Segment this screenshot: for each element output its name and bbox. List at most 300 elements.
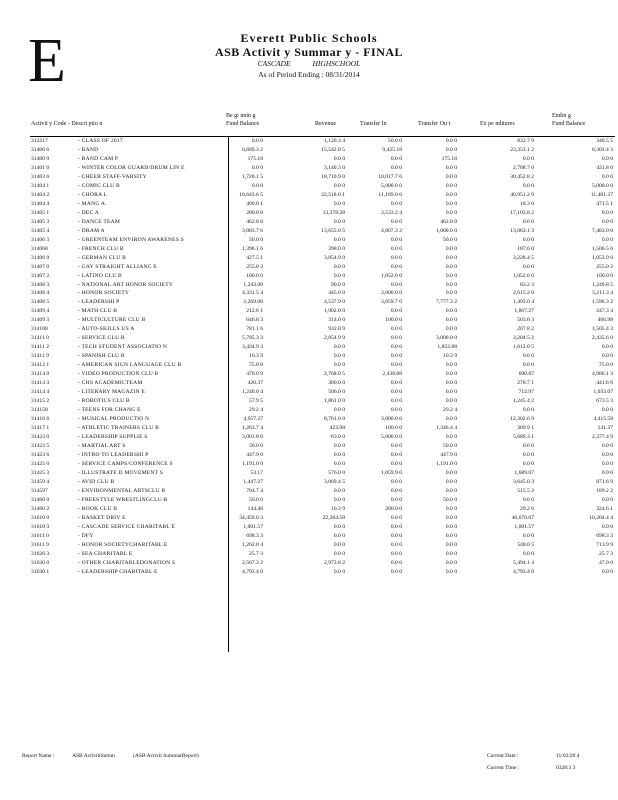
expenditures: 207.8 2 [517, 326, 534, 333]
beginning-balance: 4,793.4 0 [242, 568, 263, 575]
activity-code: 31460 2 [31, 505, 50, 512]
activity-description: - GREENTEAM ENVIRON AWARENES S [78, 236, 184, 243]
activity-code: 31610 3 [31, 523, 50, 530]
activity-table [0, 137, 618, 576]
expenditures: 548.0 5 [517, 541, 534, 548]
transfer-in: 1,059.9 0 [381, 469, 402, 476]
activity-description: - LEADERSHI P [78, 299, 120, 306]
revenue: 0.0 0 [333, 236, 345, 243]
beginning-balance: 490.0 1 [246, 200, 263, 207]
beginning-balance: 420.37 [247, 380, 263, 387]
table-row [0, 164, 618, 173]
ending-balance: 25.7 3 [599, 550, 613, 557]
ending-balance: 5,000.0 0 [592, 182, 613, 189]
activity-description: - MATH CLU B [78, 308, 118, 315]
activity-description: - CHORA L [78, 191, 108, 198]
table-row [0, 218, 618, 227]
beginning-balance: 4,957.27 [243, 416, 263, 423]
table-row [0, 370, 618, 379]
beginning-balance: 1,262.0 4 [242, 541, 263, 548]
expenditures: 0.0 0 [522, 532, 534, 539]
ending-balance: 713.9 9 [596, 541, 613, 548]
transfer-out: 0.0 0 [445, 317, 457, 324]
expenditures: 0.0 0 [522, 442, 534, 449]
revenue: 15,542.0 5 [321, 146, 345, 153]
report-letter: E [28, 27, 66, 95]
activity-description: - DANCE TEAM [78, 218, 121, 225]
revenue: 0.0 0 [333, 362, 345, 369]
table-row [0, 254, 618, 263]
beginning-balance: 1,001.57 [243, 523, 263, 530]
activity-code: 31404 1 [31, 182, 50, 189]
table-row [0, 200, 618, 209]
ending-balance: 0.0 0 [601, 407, 613, 414]
transfer-in: 0.0 0 [390, 164, 402, 171]
transfer-out: 1,346.4 4 [436, 425, 457, 431]
activity-code: 31425 0 [31, 460, 50, 467]
beginning-balance: 0.0 0 [251, 182, 263, 189]
expenditures: 0.0 0 [522, 263, 534, 270]
activity-code: 31408 3 [31, 281, 50, 288]
table-row [0, 379, 618, 388]
activity-description: - AVID CLU B [78, 478, 115, 485]
expenditures: 503.6 3 [517, 317, 534, 324]
table-row [0, 209, 618, 218]
expenditures: 0.0 0 [522, 236, 534, 243]
expenditures: 712.97 [518, 389, 534, 396]
activity-code: 31412 1 [31, 362, 50, 369]
revenue: 90.0 0 [331, 281, 345, 288]
transfer-in: 0.0 0 [390, 335, 402, 342]
ending-balance: 0.0 0 [601, 218, 613, 225]
ending-balance: 0.0 0 [601, 173, 613, 180]
activity-code: 31414 3 [31, 380, 50, 387]
activity-description: - SERVICE CAMPS/CONFERENCE S [78, 460, 173, 467]
expenditures: 0.0 0 [522, 155, 534, 162]
revenue: 4,537.9 0 [324, 299, 345, 306]
ending-balance: 441.6 6 [596, 380, 613, 387]
report-name-label: Report Name : [22, 753, 55, 759]
transfer-in: 0.0 0 [390, 398, 402, 405]
table-row [0, 559, 618, 568]
revenue: 314.0 0 [328, 317, 345, 324]
activity-description: - SPANISH CLU B [78, 353, 125, 360]
activity-description: - AUTO-SKILLS US A [78, 326, 135, 333]
revenue: 300.0 0 [328, 380, 345, 387]
table-row [0, 442, 618, 451]
beginning-balance: 175.18 [247, 155, 263, 162]
ending-balance: 11,401.37 [590, 191, 613, 198]
beginning-balance: 1,396.1 6 [242, 245, 263, 252]
table-row [0, 137, 618, 146]
ending-balance: 2,435.6 0 [592, 335, 613, 342]
ending-balance: 0.0 0 [601, 155, 613, 162]
activity-description: - LEADERSHIP SUPPLIE S [78, 433, 148, 440]
table-row [0, 334, 618, 343]
expenditures: 17,103.8 2 [510, 209, 534, 216]
transfer-in: 5,000.0 0 [381, 433, 402, 440]
transfer-in: 0.0 0 [390, 200, 402, 207]
transfer-in: 0.0 0 [390, 254, 402, 261]
activity-description: - VIDEO PRODUCTION CLU B [78, 371, 159, 378]
expenditures: 1,001.57 [514, 523, 534, 530]
activity-code: 314068 [31, 245, 48, 252]
activity-code: 31626 3 [31, 550, 50, 557]
ending-balance: 471.5 1 [596, 200, 613, 207]
revenue: 22,284.58 [322, 514, 345, 521]
transfer-in: 0.0 0 [390, 451, 402, 458]
ending-balance: 1,505.4 3 [592, 326, 613, 333]
transfer-in: 0.0 0 [390, 326, 402, 333]
table-row [0, 406, 618, 415]
activity-code: 31611 0 [31, 532, 49, 539]
activity-code: 31400 6 [31, 146, 50, 153]
table-row [0, 568, 618, 577]
activity-code: 31414 0 [31, 371, 50, 378]
activity-code: 31405 3 [31, 218, 50, 225]
activity-description: - INTRO TO LEADERSHI P [78, 451, 149, 458]
transfer-in: 0.0 0 [390, 478, 402, 485]
activity-description: - CLASS OF 2017 [78, 138, 123, 144]
transfer-out: 0.0 0 [445, 362, 457, 369]
activity-code: 31409 3 [31, 317, 50, 324]
col-beginning-line2: Fund Balance [226, 121, 260, 127]
transfer-in: 0.0 0 [390, 407, 402, 414]
transfer-in: 9,425.18 [382, 146, 402, 153]
transfer-in: 0.0 0 [390, 281, 402, 288]
activity-description: - BAND CAM P [78, 155, 119, 162]
revenue: 63.0 0 [331, 433, 345, 440]
column-headers [0, 113, 618, 133]
table-row [0, 298, 618, 307]
beginning-balance: 255.0 2 [246, 263, 263, 270]
revenue: 1,861.0 0 [324, 398, 345, 405]
transfer-in: 0.0 0 [390, 155, 402, 162]
ending-balance: 8.0 0 [601, 209, 613, 216]
ending-balance: 431.8 0 [596, 164, 613, 171]
transfer-in: 0.0 0 [390, 487, 402, 494]
beginning-balance: 646.8 3 [246, 317, 263, 324]
beginning-balance: 0.0 0 [251, 164, 263, 171]
school-value: HIGHSCHOOL [312, 59, 361, 68]
ending-balance: 871.6 9 [596, 478, 613, 485]
transfer-in: 4,807.3 2 [381, 227, 402, 234]
report-header [0, 32, 618, 80]
table-row [0, 514, 618, 523]
transfer-in: 200.0 0 [385, 505, 402, 512]
beginning-balance: 698.3 3 [246, 532, 263, 539]
transfer-out: 0.0 0 [445, 191, 457, 198]
activity-code: 31404 4 [31, 200, 50, 207]
activity-code: 31409 4 [31, 308, 50, 315]
ending-balance: 0.0 0 [601, 353, 613, 360]
transfer-out: 0.0 0 [445, 272, 457, 279]
table-row [0, 415, 618, 424]
expenditures: 46,670.07 [511, 514, 534, 521]
activity-description: - TECH STUDENT ASSOCIATIO N [78, 344, 168, 351]
activity-description: - CHEER STAFF-VARSITY [78, 173, 147, 180]
activity-code: 314108 [31, 326, 48, 333]
transfer-in: 0.0 0 [390, 245, 402, 252]
activity-code: 31423 0 [31, 433, 50, 440]
transfer-out: 29.2 4 [443, 407, 457, 414]
revenue: 932.0 9 [328, 326, 345, 333]
ending-balance: 0.0 0 [601, 236, 613, 243]
activity-code: 31630 1 [31, 568, 50, 575]
activity-code: 31406 3 [31, 236, 50, 243]
revenue: 10.3 9 [331, 505, 345, 512]
ending-balance: 255.0 2 [596, 263, 613, 270]
activity-code: 31459 4 [31, 478, 50, 485]
report-description: (ASB Activit SummarReport) [133, 753, 199, 759]
revenue: 3,854.9 0 [324, 254, 345, 261]
col-ending-line2: Fund Balance [552, 121, 586, 127]
transfer-in: 10,017.7 6 [378, 173, 402, 180]
current-time-value: 0328:3 3 [556, 765, 576, 771]
expenditures: 4,793.4 0 [513, 568, 534, 575]
expenditures: 515.5 2 [517, 487, 534, 494]
expenditures: 3,228.4 5 [513, 254, 534, 261]
expenditures: 0.0 0 [522, 362, 534, 369]
expenditures: 3,204.5 2 [513, 335, 534, 342]
revenue: 0.0 0 [333, 218, 345, 225]
transfer-out: 0.0 0 [445, 200, 457, 207]
activity-code: 31425 3 [31, 469, 50, 476]
transfer-out: 0.0 0 [445, 254, 457, 261]
transfer-in: 0.0 0 [390, 559, 402, 566]
table-row [0, 397, 618, 406]
expenditures: 29.2 6 [520, 505, 534, 512]
ending-balance: 1,033.07 [593, 389, 613, 396]
expenditures: 1,612.0 5 [513, 344, 534, 351]
col-expenditures: Ex pe nditures [480, 121, 515, 127]
activity-code: 31411 2 [31, 344, 49, 351]
beginning-balance: 2,567.3 2 [242, 559, 263, 566]
transfer-out: 0.0 0 [445, 290, 457, 297]
activity-description: - ATHLETIC TRAINERS CLU B [78, 425, 160, 431]
beginning-balance: 1,243.08 [243, 281, 263, 288]
revenue: 0.0 0 [333, 487, 345, 494]
ending-balance: 1,053.9 6 [592, 254, 613, 261]
activity-description: - SEA CHARITABL E [78, 550, 133, 557]
transfer-in: 0.0 0 [390, 308, 402, 315]
revenue: 0.0 0 [333, 442, 345, 449]
report-name-value: ASB ActivitiSumm [72, 753, 115, 759]
transfer-out: 0.0 0 [445, 487, 457, 494]
beginning-balance: 5,785.3 3 [242, 335, 263, 342]
beginning-balance: 704.7 4 [246, 487, 263, 494]
activity-code: 31414 4 [31, 389, 50, 396]
district-name: Everett Public Schools [240, 31, 378, 45]
activity-code: 31403 6 [31, 173, 50, 180]
activity-description: - TEENS FOR CHANG E [78, 407, 141, 414]
expenditures: 40,951.2 9 [510, 191, 534, 198]
ending-balance: 324.6 1 [596, 505, 613, 512]
report-title: ASB Activit y Summar y - FINAL [214, 45, 404, 59]
beginning-balance: 1,720.1 5 [242, 173, 263, 180]
transfer-out: 0.0 0 [445, 209, 457, 216]
activity-description: - GERMAN CLU B [78, 254, 127, 261]
beginning-balance: 1,191.0 0 [242, 460, 263, 467]
transfer-out: 0.0 0 [445, 416, 457, 423]
table-row [0, 155, 618, 164]
school-label: CASCADE [257, 59, 291, 68]
activity-code: 31460 0 [31, 496, 50, 503]
activity-description: - FREESTYLE WRESTLINGCLU B [78, 496, 168, 503]
beginning-balance: 6,689.3 2 [242, 146, 263, 153]
transfer-out: 0.0 0 [445, 389, 457, 396]
ending-balance: 1,596.3 2 [592, 299, 613, 306]
transfer-out: 0.0 0 [445, 514, 457, 521]
transfer-out: 0.0 0 [445, 173, 457, 180]
transfer-out: 3,000.0 0 [436, 335, 457, 342]
ending-balance: 47.0 0 [599, 559, 613, 566]
beginning-balance: 470.0 9 [246, 371, 263, 378]
expenditures: 5,689.3 1 [513, 433, 534, 440]
activity-code: 31630 0 [31, 559, 50, 566]
activity-description: - OTHER CHARITABLEDONATION S [78, 559, 176, 566]
transfer-in: 11,189.0 0 [378, 191, 402, 198]
table-row [0, 352, 618, 361]
activity-description: - SERVICE CLU B [78, 335, 125, 342]
activity-description: - BAND [78, 146, 99, 153]
transfer-out: 0.0 0 [445, 550, 457, 557]
beginning-balance: 781.1 6 [246, 326, 263, 333]
beginning-balance: 10.3 9 [249, 353, 263, 360]
transfer-out: 1,000.0 0 [436, 227, 457, 234]
revenue: 398.0 0 [328, 245, 345, 252]
expenditures: 0.0 0 [522, 353, 534, 360]
revenue: 445.0 0 [328, 290, 345, 297]
table-row [0, 541, 618, 550]
activity-code: 312217 [31, 138, 48, 144]
table-row [0, 325, 618, 334]
activity-description: - DRAM A [78, 227, 105, 234]
transfer-in: 0.0 0 [390, 532, 402, 539]
expenditures: 832.7 9 [517, 138, 534, 144]
expenditures: 30,452.8 2 [510, 173, 534, 180]
transfer-in: 0.0 0 [390, 389, 402, 396]
revenue: 0.0 0 [333, 200, 345, 207]
beginning-balance: 50.0 0 [249, 442, 263, 449]
ending-balance: 141.37 [597, 425, 613, 431]
activity-description: - GAY STRAIGHT ALLIANC E [78, 263, 157, 270]
table-row [0, 343, 618, 352]
transfer-in: 0.0 0 [390, 442, 402, 449]
current-time-label: Current Time : [487, 765, 520, 771]
table-row [0, 550, 618, 559]
col-revenue: Revenue [315, 121, 336, 127]
revenue: 0.0 0 [333, 541, 345, 548]
transfer-out: 1,191.0 0 [436, 460, 457, 467]
beginning-balance: 50.0 0 [249, 496, 263, 503]
expenditures: 3,645.0 3 [513, 478, 534, 485]
revenue: 22,518.0 1 [321, 191, 345, 198]
beginning-balance: 50.0 0 [249, 236, 263, 243]
ending-balance: 4,986.1 3 [592, 371, 613, 378]
expenditures: 0.0 0 [522, 550, 534, 557]
revenue: 0.0 0 [333, 496, 345, 503]
transfer-out: 0.0 0 [445, 263, 457, 270]
transfer-in: 3,000.0 0 [381, 290, 402, 297]
table-row [0, 424, 618, 433]
transfer-in: 0.0 0 [390, 236, 402, 243]
transfer-out: 175.18 [441, 155, 457, 162]
beginning-balance: 53.17 [250, 469, 263, 476]
table-row [0, 505, 618, 514]
expenditures: 278.7 1 [517, 380, 534, 387]
activity-code: 31406 9 [31, 254, 50, 261]
revenue: 0.0 0 [333, 272, 345, 279]
ending-balance: 189.2 2 [596, 487, 613, 494]
activity-description: - LEADERSHIP CHARITABL E [78, 568, 158, 575]
beginning-balance: 4,331.5 4 [242, 290, 263, 297]
transfer-in: 1,052.0 0 [381, 272, 402, 279]
ending-balance: 5,211.3 4 [592, 290, 613, 297]
beginning-balance: 1,263.7 4 [242, 425, 263, 431]
revenue: 1,120.3 4 [324, 138, 345, 144]
revenue: 0.0 0 [333, 460, 345, 467]
activity-description: - WINTER COLOR GUARD/DRUM LIN E [78, 164, 185, 171]
transfer-in: 0.0 0 [390, 380, 402, 387]
ending-balance: 0.0 0 [601, 469, 613, 476]
revenue: 0.0 0 [333, 451, 345, 458]
activity-code: 31416 6 [31, 416, 50, 423]
activity-code: 31400 9 [31, 155, 50, 162]
beginning-balance: 1,240.0 4 [242, 389, 263, 396]
activity-description: - ILLUSTRATE D MOVEMENT S [78, 469, 164, 476]
transfer-out: 1,822.88 [437, 344, 457, 351]
table-row [0, 272, 618, 281]
ending-balance: 100.0 0 [596, 272, 613, 279]
table-row [0, 487, 618, 496]
table-row [0, 532, 618, 541]
activity-description: - DFY [78, 532, 94, 539]
activity-code: 31423 6 [31, 451, 50, 458]
current-date-label: Current Date : [487, 753, 519, 759]
revenue: 0.0 0 [333, 523, 345, 530]
table-row [0, 263, 618, 272]
activity-description: - CASCADE SERVICE CHARITABL E [78, 523, 175, 530]
ending-balance: 0.0 0 [601, 496, 613, 503]
activity-code: 31417 1 [31, 425, 50, 431]
expenditures: 0.0 0 [522, 451, 534, 458]
activity-description: - CHS ACADEMICTEAM [78, 380, 143, 387]
transfer-out: 7,777.3 2 [436, 299, 457, 306]
ending-balance: 10,204.4 4 [589, 514, 613, 521]
activity-code: 31408 5 [31, 299, 50, 306]
ending-balance: 0.0 0 [601, 568, 613, 575]
beginning-balance: 29.2 4 [249, 407, 263, 414]
table-row [0, 173, 618, 182]
ending-balance: 0.0 0 [601, 523, 613, 530]
transfer-out: 0.0 0 [445, 371, 457, 378]
expenditures: 2,615.2 0 [513, 290, 534, 297]
activity-description: - MANG A [78, 200, 106, 207]
transfer-out: 0.0 0 [445, 308, 457, 315]
col-beginning-line1: Be gi nnin g [226, 113, 256, 119]
ending-balance: 7,483.0 0 [592, 227, 613, 234]
expenditures: 0.0 0 [522, 182, 534, 189]
transfer-in: 100.0 0 [385, 317, 402, 324]
activity-description: - MUSICAL PRODUCTIO N [78, 416, 150, 423]
transfer-in: 5,000.0 0 [381, 182, 402, 189]
activity-code: 31610 0 [31, 514, 50, 521]
table-row [0, 191, 618, 200]
transfer-in: 0.0 0 [390, 568, 402, 575]
revenue: 0.0 0 [333, 344, 345, 351]
activity-code: 31407 2 [31, 272, 50, 279]
